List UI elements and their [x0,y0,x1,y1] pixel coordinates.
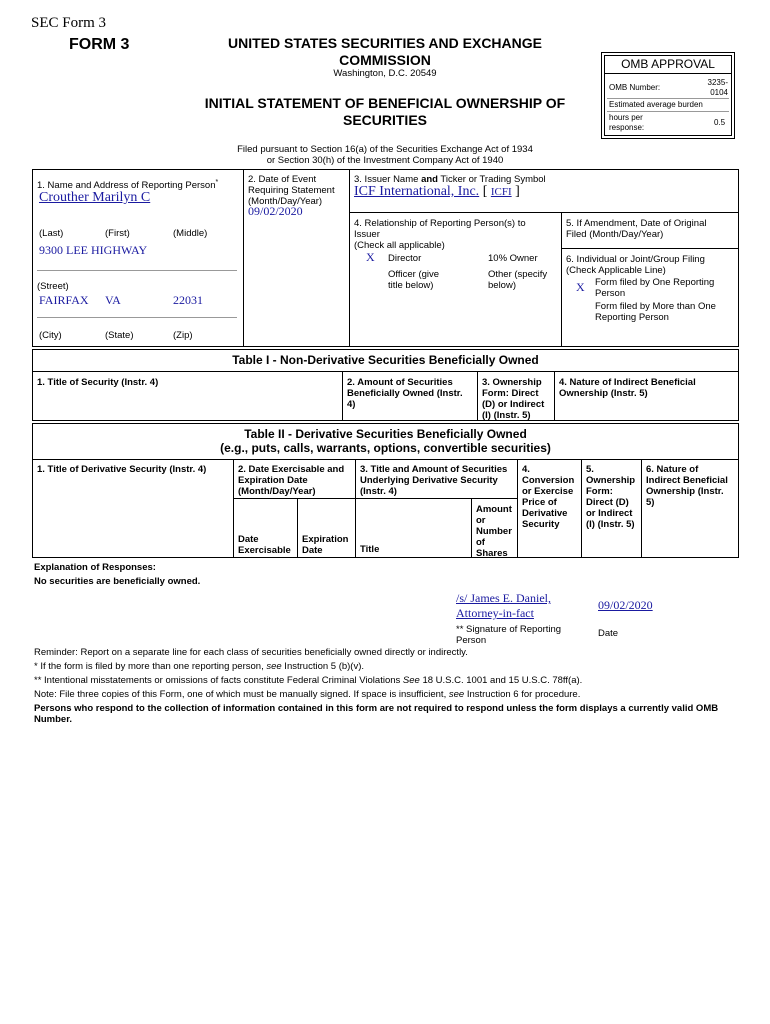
table2-title [32,427,739,455]
box4-label-line1: 4. Relationship of Reporting Person(s) to [354,218,526,229]
more-person-label [595,301,716,323]
table1-col2-line3: 4) [347,399,356,410]
omb-title: OMB APPROVAL [621,57,715,71]
box2-label-line2: Requiring Statement [248,185,335,196]
other-line2: below) [488,280,516,291]
box4-label-line3: (Check all applicable) [354,240,445,251]
box5-label [566,218,706,240]
box5-label-line1: 5. If Amendment, Date of Original [566,218,707,229]
table2-col2-line1: 2. Date Exercisable and [238,464,345,475]
box6-label [566,254,705,276]
sub-amount-line3: Number [476,526,512,537]
statement-line1: INITIAL STATEMENT OF BENEFICIAL OWNERSHIP OF [204,95,566,111]
note2-prefix: ** Intentional misstatements or omissions of facts constitute Federal Criminal Violations [34,675,403,686]
table2-col2-line2: Expiration Date [238,475,308,486]
table1-col3-line2: Form: Direct [482,388,539,399]
table2-col6 [646,464,728,508]
table1-col3-line1: 3. Ownership [482,377,542,388]
table1-title: Table I - Non-Derivative Securities Beneficially Owned [232,353,539,367]
ten-percent-owner-label: 10% Owner [488,253,538,264]
note2-suffix: 18 U.S.C. 1001 and 15 U.S.C. 78ff(a). [419,675,583,686]
filed-pursuant [195,144,575,166]
table2-col5-line2: Ownership [586,475,636,486]
street-address: 9300 LEE HIGHWAY [39,243,148,257]
explanation-text: No securities are beneficially owned. [34,576,201,587]
omb-number-line1: 3235- [707,78,728,87]
table1-col2 [347,377,463,410]
box3-label-and: and [421,174,438,185]
table2-col3-line3: (Instr. 4) [360,486,397,497]
table1-col1: 1. Title of Security (Instr. 4) [37,377,159,388]
one-person-line2: Person [595,288,626,299]
middle-label: (Middle) [173,228,208,239]
director-label: Director [388,253,422,264]
issuer-line [354,184,520,200]
other-label [488,269,547,291]
ticker-link[interactable]: ICFI [490,186,512,198]
reporting-person-link[interactable]: Crouther Marilyn C [39,190,151,205]
box4-label-line2: Issuer [354,229,380,240]
omb-hours-line1: hours per [609,113,643,122]
box5-label-line2: Filed (Month/Day/Year) [566,229,664,240]
state-label: (State) [105,330,134,341]
omb-number-label: OMB Number: [609,83,661,92]
table2-col6-line1: 6. Nature of [646,464,699,475]
footnote-3 [34,689,580,700]
last-label: (Last) [39,228,64,239]
omb-notice-line1: Persons who respond to the collection of information contained in this form are not required to respond unless the form displays a currently valid OMB [34,703,719,714]
signature-block [456,591,551,621]
table1-col4-line2: Ownership (Instr. 5) [559,388,648,399]
note3-suffix: Instruction 6 for procedure. [464,689,581,700]
more-person-line1: Form filed by More than One [595,301,716,312]
table2-col4-line5: Derivative [522,508,568,519]
table2-sub-title: Title [360,544,380,555]
table2-col5-line4: Direct (D) [586,497,629,508]
other-line1: Other (specify [488,269,548,280]
signature-label-line1: ** Signature of Reporting [456,624,562,635]
officer-label [388,269,439,291]
agency-name [195,35,575,69]
note2-see: See [402,675,420,686]
one-person-label [595,277,714,299]
more-person-line2: Reporting Person [595,312,669,323]
note1-suffix: Instruction 5 (b)(v). [281,661,365,672]
box4-label [354,218,526,251]
omb-hours-label [609,113,644,133]
sub-amount-line1: Amount [476,504,512,515]
table2-col5-line5: or Indirect [586,508,633,519]
box6-label-line1: 6. Individual or Joint/Group Filing [566,254,705,265]
signature-label-line2: Person [456,635,487,646]
reminder-text: Reminder: Report on a separate line for each class of securities beneficially owned directly or indirectly. [34,647,468,658]
table2-col3-line1: 3. Title and Amount of Securities [360,464,508,475]
signature-line2[interactable]: Attorney-in-fact [456,606,534,620]
box6-label-line2: (Check Applicable Line) [566,265,666,276]
table2-col3 [360,464,507,497]
city-value: FAIRFAX [39,293,89,307]
table2-sub-expiration [302,534,348,556]
statement-title [175,95,595,129]
zip-label: (Zip) [173,330,193,341]
note3-see: see [448,689,465,700]
note1-prefix: * If the form is filed by more than one reporting person, [34,661,267,672]
table2-sub-date-exercisable [238,534,291,556]
director-check-mark: X [366,250,375,264]
table2-col6-line4: 5) [646,497,655,508]
table2-col4 [522,464,574,530]
omb-number-line2: 0104 [710,88,728,97]
filed-line1: Filed pursuant to Section 16(a) of the Securities Exchange Act of 1934 [237,144,533,155]
signature-line1[interactable]: /s/ James E. Daniel, [456,591,551,605]
box3-label-prefix: 3. Issuer Name [354,174,422,185]
sub-date-ex-line2: Exercisable [238,545,291,556]
agency-line1: UNITED STATES SECURITIES AND EXCHANGE [228,35,542,51]
box2-label-line1: 2. Date of Event [248,174,317,185]
date-label: Date [598,628,619,639]
table2-col6-line2: Indirect Beneficial [646,475,728,486]
table2-col2-line3: (Month/Day/Year) [238,486,316,497]
agency-line2: COMMISSION [339,52,431,68]
ticker-close-bracket: ] [515,184,520,199]
table1-col4 [559,377,696,399]
sub-amount-line2: or [476,515,486,526]
table1-col3-line3: (D) or Indirect [482,399,545,410]
issuer-link[interactable]: ICF International, Inc. [354,184,480,199]
table1-col2-line2: Beneficially Owned (Instr. [347,388,463,399]
omb-hours-value: 0.5 [714,118,726,127]
signature-date[interactable]: 09/02/2020 [598,598,653,612]
sub-amount-line4: of [476,537,485,548]
table2-col1: 1. Title of Derivative Security (Instr. 4) [37,464,207,475]
table2-col5-line1: 5. [586,464,594,475]
one-person-check-mark: X [576,280,585,294]
box2-label-line3: (Month/Day/Year) [248,196,323,207]
table2-col3-line2: Underlying Derivative Security [360,475,498,486]
table1-col3 [482,377,544,421]
table2-col4-line6: Security [522,519,560,530]
table2-col6-line3: Ownership (Instr. [646,486,724,497]
note1-see: see [266,661,282,672]
omb-notice-line2: Number. [34,714,73,725]
box2-label [248,174,335,207]
officer-line2: title below) [388,280,434,291]
table2-col5-line6: (I) (Instr. 5) [586,519,635,530]
omb-number-value [695,78,728,98]
sub-date-ex-line1: Date [238,534,259,545]
officer-line1: Officer (give [388,269,440,280]
form-title: FORM 3 [69,36,130,53]
event-date: 09/02/2020 [248,204,303,218]
table2-col4-line4: Price of [522,497,557,508]
table2-col5-line3: Form: [586,486,613,497]
table2-col4-line2: Conversion [522,475,575,486]
omb-notice [34,703,744,725]
sec-form-label: SEC Form 3 [31,15,107,31]
signature-label [456,624,561,646]
state-value: VA [105,293,121,307]
table2-col2 [238,464,344,497]
explanation-heading: Explanation of Responses: [34,562,156,573]
table2-col4-line1: 4. [522,464,530,475]
ticker-open-bracket: [ [482,184,488,199]
box3-label-suffix: Ticker or Trading Symbol [437,174,546,185]
table1-col2-line1: 2. Amount of Securities [347,377,453,388]
footnote-1 [34,661,364,672]
one-person-line1: Form filed by One Reporting [595,277,715,288]
table1-col3-line4: (I) (Instr. 5) [482,410,531,421]
street-label: (Street) [37,281,69,292]
table2-title-line1: Table II - Derivative Securities Beneficially Owned [244,427,527,441]
box1-label-text: 1. Name and Address of Reporting Person [37,180,216,192]
filed-line2: or Section 30(h) of the Investment Company Act of 1940 [266,155,504,166]
table2-col5 [586,464,635,530]
first-label: (First) [105,228,130,239]
note3-prefix: Note: File three copies of this Form, one of which must be manually signed. If space is insufficient, [34,689,449,700]
footnote-2 [34,675,582,686]
sub-exp-line2: Date [302,545,323,556]
omb-burden-label: Estimated average burden [609,100,703,109]
box1-asterisk: * [215,179,219,186]
sub-amount-line5: Shares [476,548,508,559]
agency-city: Washington, D.C. 20549 [333,68,437,79]
city-label: (City) [39,330,62,341]
omb-hours-line2: response: [609,123,645,132]
sub-exp-line1: Expiration [302,534,349,545]
table2-sub-amount [476,504,512,559]
table1-col4-line1: 4. Nature of Indirect Beneficial [559,377,696,388]
zip-value: 22031 [173,293,203,307]
statement-line2: SECURITIES [342,112,427,128]
table2-col4-line3: or Exercise [522,486,574,497]
table2-title-line2: (e.g., puts, calls, warrants, options, convertible securities) [220,441,551,455]
